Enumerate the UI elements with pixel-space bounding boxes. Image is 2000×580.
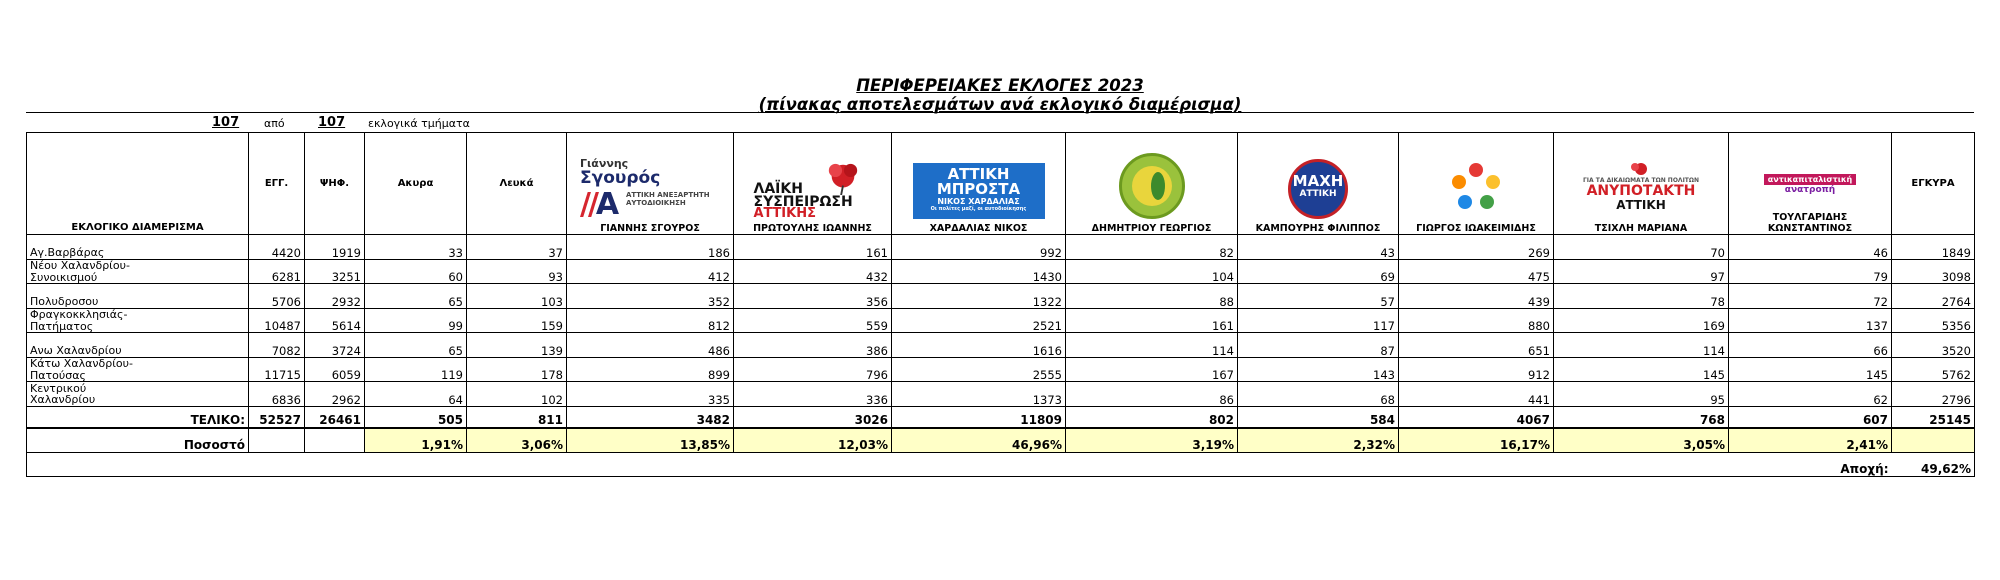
candidate-name: ΠΡΩΤΟΥΛΗΣ ΙΩΑΝΝΗΣ	[753, 223, 872, 234]
sections-total: 107	[318, 115, 346, 130]
voted-cell: 3724	[305, 333, 365, 358]
registered-cell: 11715	[249, 357, 305, 382]
votes-cell: 1616	[892, 333, 1066, 358]
percent-votes: 12,03%	[734, 428, 892, 452]
table-row	[27, 308, 1975, 333]
header-voted: ΨΗΦ.	[305, 133, 365, 235]
totals-votes: 802	[1066, 406, 1238, 428]
antikapitalistiki-logo: αντικαπιταλιστική ανατροπή	[1735, 156, 1885, 208]
document-title	[0, 76, 2000, 114]
candidate-name: ΔΗΜΗΤΡΙΟΥ ΓΕΩΡΓΙΟΣ	[1091, 223, 1212, 234]
table-row	[27, 382, 1975, 407]
votes-cell: 912	[1399, 357, 1554, 382]
votes-cell: 69	[1238, 259, 1399, 284]
votes-cell: 169	[1554, 308, 1729, 333]
votes-cell: 161	[734, 235, 892, 260]
votes-cell: 796	[734, 357, 892, 382]
table-row	[27, 357, 1975, 382]
voted-cell: 3251	[305, 259, 365, 284]
title-divider	[26, 112, 1974, 113]
registered-cell: 4420	[249, 235, 305, 260]
place-cell: Νέου Χαλανδρίου- Συνοικισμού	[27, 259, 249, 284]
totals-invalid: 505	[365, 406, 467, 428]
voted-cell: 1919	[305, 235, 365, 260]
place-cell: Φραγκοκκλησιάς- Πατήματος	[27, 308, 249, 333]
green-emblem-icon	[1119, 153, 1185, 219]
abstention-value: 49,62%	[1892, 452, 1975, 476]
invalid-cell: 33	[365, 235, 467, 260]
valid-cell: 3520	[1892, 333, 1975, 358]
abstention-label: Αποχή:	[27, 452, 1892, 476]
valid-cell: 5356	[1892, 308, 1975, 333]
totals-votes: 584	[1238, 406, 1399, 428]
votes-cell: 352	[567, 284, 734, 309]
registered-cell: 6281	[249, 259, 305, 284]
candidate-name: ΧΑΡΔΑΛΙΑΣ ΝΙΚΟΣ	[929, 223, 1028, 234]
header-valid: ΕΓΚΥΡΑ	[1892, 133, 1975, 235]
results-table	[26, 132, 1975, 477]
candidate-name: ΓΙΩΡΓΟΣ ΙΩΑΚΕΙΜΙΔΗΣ	[1416, 223, 1536, 234]
votes-cell: 82	[1066, 235, 1238, 260]
percent-votes: 2,41%	[1729, 428, 1892, 452]
votes-cell: 880	[1399, 308, 1554, 333]
votes-cell: 559	[734, 308, 892, 333]
attiki-mprosta-logo: ΑΤΤΙΚΗ ΜΠΡΟΣΤΑ ΝΙΚΟΣ ΧΑΡΔΑΛΙΑΣ Οι πολίτες μαζί, οι αυτοδιοίκησης	[913, 163, 1045, 219]
candidate-name: ΓΙΑΝΝΗΣ ΣΓΟΥΡΟΣ	[600, 223, 700, 234]
votes-cell: 439	[1399, 284, 1554, 309]
votes-cell: 812	[567, 308, 734, 333]
header-blank: Λευκά	[467, 133, 567, 235]
votes-cell: 356	[734, 284, 892, 309]
invalid-cell: 64	[365, 382, 467, 407]
header-candidate-sgouros	[567, 133, 734, 235]
percent-label: Ποσοστό	[27, 428, 249, 452]
votes-cell: 66	[1729, 333, 1892, 358]
votes-cell: 441	[1399, 382, 1554, 407]
header-candidate-kampouris	[1238, 133, 1399, 235]
votes-cell: 2555	[892, 357, 1066, 382]
header-candidate-toulgaridis	[1729, 133, 1892, 235]
votes-cell: 145	[1729, 357, 1892, 382]
votes-cell: 1430	[892, 259, 1066, 284]
invalid-cell: 65	[365, 333, 467, 358]
totals-blank: 811	[467, 406, 567, 428]
votes-cell: 143	[1238, 357, 1399, 382]
header-invalid: Ακυρα	[365, 133, 467, 235]
votes-cell: 1373	[892, 382, 1066, 407]
votes-cell: 386	[734, 333, 892, 358]
invalid-cell: 60	[365, 259, 467, 284]
percent-votes: 2,32%	[1238, 428, 1399, 452]
header-candidate-chardalias	[892, 133, 1066, 235]
registered-cell: 7082	[249, 333, 305, 358]
votes-cell: 2521	[892, 308, 1066, 333]
header-candidate-protoulis	[734, 133, 892, 235]
place-cell: Αγ.Βαρβάρας	[27, 235, 249, 260]
votes-cell: 104	[1066, 259, 1238, 284]
percent-empty	[249, 428, 305, 452]
maxi-logo: ΜΑΧΗ ΑΤΤΙΚΗ	[1288, 159, 1348, 219]
votes-cell: 145	[1554, 357, 1729, 382]
blank-cell: 93	[467, 259, 567, 284]
votes-cell: 78	[1554, 284, 1729, 309]
header-row	[27, 133, 1975, 235]
totals-reg: 52527	[249, 406, 305, 428]
registered-cell: 6836	[249, 382, 305, 407]
votes-cell: 336	[734, 382, 892, 407]
voted-cell: 2962	[305, 382, 365, 407]
votes-cell: 137	[1729, 308, 1892, 333]
totals-votes: 607	[1729, 406, 1892, 428]
votes-cell: 186	[567, 235, 734, 260]
votes-cell: 1322	[892, 284, 1066, 309]
percent-votes: 16,17%	[1399, 428, 1554, 452]
registered-cell: 10487	[249, 308, 305, 333]
blank-cell: 102	[467, 382, 567, 407]
votes-cell: 87	[1238, 333, 1399, 358]
votes-cell: 899	[567, 357, 734, 382]
laiki-logo: ΛΑΪΚΗ ΣΥΣΠΕΙΡΩΣΗ ΑΤΤΙΚΗΣ	[748, 159, 878, 219]
votes-cell: 46	[1729, 235, 1892, 260]
totals-votes: 3026	[734, 406, 892, 428]
percent-blank: 3,06%	[467, 428, 567, 452]
votes-cell: 269	[1399, 235, 1554, 260]
header-candidate-tsichli	[1554, 133, 1729, 235]
colored-ring-icon	[1448, 160, 1504, 216]
table-row	[27, 284, 1975, 309]
votes-cell: 335	[567, 382, 734, 407]
flower-icon	[1626, 161, 1656, 177]
valid-cell: 2764	[1892, 284, 1975, 309]
invalid-cell: 119	[365, 357, 467, 382]
blank-cell: 37	[467, 235, 567, 260]
invalid-cell: 65	[365, 284, 467, 309]
voted-cell: 6059	[305, 357, 365, 382]
voted-cell: 2932	[305, 284, 365, 309]
votes-cell: 651	[1399, 333, 1554, 358]
votes-cell: 68	[1238, 382, 1399, 407]
votes-cell: 70	[1554, 235, 1729, 260]
totals-valid: 25145	[1892, 406, 1975, 428]
header-place: ΕΚΛΟΓΙΚΟ ΔΙΑΜΕΡΙΣΜΑ	[27, 133, 249, 235]
votes-cell: 167	[1066, 357, 1238, 382]
title-line-1: ΠΕΡΙΦΕΡΕΙΑΚΕΣ ΕΚΛΟΓΕΣ 2023	[856, 76, 1144, 95]
totals-voted: 26461	[305, 406, 365, 428]
sections-of-word: από	[264, 117, 285, 130]
blank-cell: 103	[467, 284, 567, 309]
table-row	[27, 333, 1975, 358]
totals-votes: 3482	[567, 406, 734, 428]
blank-cell: 178	[467, 357, 567, 382]
percent-votes: 3,05%	[1554, 428, 1729, 452]
totals-label: ΤΕΛΙΚΟ:	[27, 406, 249, 428]
totals-votes: 4067	[1399, 406, 1554, 428]
votes-cell: 161	[1066, 308, 1238, 333]
totals-row	[27, 406, 1975, 428]
sections-label: εκλογικά τμήματα	[368, 117, 470, 130]
votes-cell: 486	[567, 333, 734, 358]
table-row	[27, 235, 1975, 260]
place-cell: Ανω Χαλανδρίου	[27, 333, 249, 358]
title-line-2: (πίνακας αποτελεσμάτων ανά εκλογικό διαμέρισμα)	[758, 95, 1242, 114]
blank-cell: 139	[467, 333, 567, 358]
table-row	[27, 259, 1975, 284]
header-registered: ΕΓΓ.	[249, 133, 305, 235]
place-cell: Πολυδροσου	[27, 284, 249, 309]
candidate-name: ΤΣΙΧΛΗ ΜΑΡΙΑΝΑ	[1594, 223, 1688, 234]
totals-votes: 768	[1554, 406, 1729, 428]
votes-cell: 412	[567, 259, 734, 284]
percent-empty	[1892, 428, 1975, 452]
registered-cell: 5706	[249, 284, 305, 309]
votes-cell: 114	[1066, 333, 1238, 358]
results-body	[27, 235, 1975, 407]
votes-cell: 62	[1729, 382, 1892, 407]
votes-cell: 88	[1066, 284, 1238, 309]
percent-empty	[305, 428, 365, 452]
percent-votes: 13,85%	[567, 428, 734, 452]
votes-cell: 117	[1238, 308, 1399, 333]
valid-cell: 5762	[1892, 357, 1975, 382]
blank-cell: 159	[467, 308, 567, 333]
place-cell: Κάτω Χαλανδρίου- Πατούσας	[27, 357, 249, 382]
votes-cell: 57	[1238, 284, 1399, 309]
votes-cell: 86	[1066, 382, 1238, 407]
sections-counted: 107	[212, 115, 240, 130]
percent-votes: 46,96%	[892, 428, 1066, 452]
sgouros-logo: Γιάννης Σγουρός //A ΑΤΤΙΚΗ ΑΝΕΞΑΡΤΗΤΗ ΑΥΤΟΔΙΟΙΚΗΣΗ	[580, 157, 710, 222]
header-candidate-dimitriou	[1066, 133, 1238, 235]
votes-cell: 992	[892, 235, 1066, 260]
percent-votes: 3,19%	[1066, 428, 1238, 452]
voted-cell: 5614	[305, 308, 365, 333]
percent-row	[27, 428, 1975, 452]
valid-cell: 2796	[1892, 382, 1975, 407]
votes-cell: 97	[1554, 259, 1729, 284]
candidate-name: ΚΑΜΠΟΥΡΗΣ ΦΙΛΙΠΠΟΣ	[1255, 223, 1381, 234]
votes-cell: 72	[1729, 284, 1892, 309]
candidate-name: ΤΟΥΛΓΑΡΙΔΗΣ ΚΩΝΣΤΑΝΤΙΝΟΣ	[1767, 212, 1853, 234]
valid-cell: 1849	[1892, 235, 1975, 260]
abstention-row	[27, 452, 1975, 476]
votes-cell: 43	[1238, 235, 1399, 260]
invalid-cell: 99	[365, 308, 467, 333]
valid-cell: 3098	[1892, 259, 1975, 284]
votes-cell: 432	[734, 259, 892, 284]
anypotakti-logo: ΓΙΑ ΤΑ ΔΙΚΑΙΩΜΑΤΑ ΤΩΝ ΠΟΛΙΤΩΝ ΑΝΥΠΟΤΑΚΤΗ ΑΤΤΙΚΗ	[1566, 161, 1716, 219]
header-candidate-ioakeimidis	[1399, 133, 1554, 235]
votes-cell: 95	[1554, 382, 1729, 407]
totals-votes: 11809	[892, 406, 1066, 428]
votes-cell: 114	[1554, 333, 1729, 358]
votes-cell: 475	[1399, 259, 1554, 284]
votes-cell: 79	[1729, 259, 1892, 284]
percent-invalid: 1,91%	[365, 428, 467, 452]
place-cell: Κεντρικού Χαλανδρίου	[27, 382, 249, 407]
